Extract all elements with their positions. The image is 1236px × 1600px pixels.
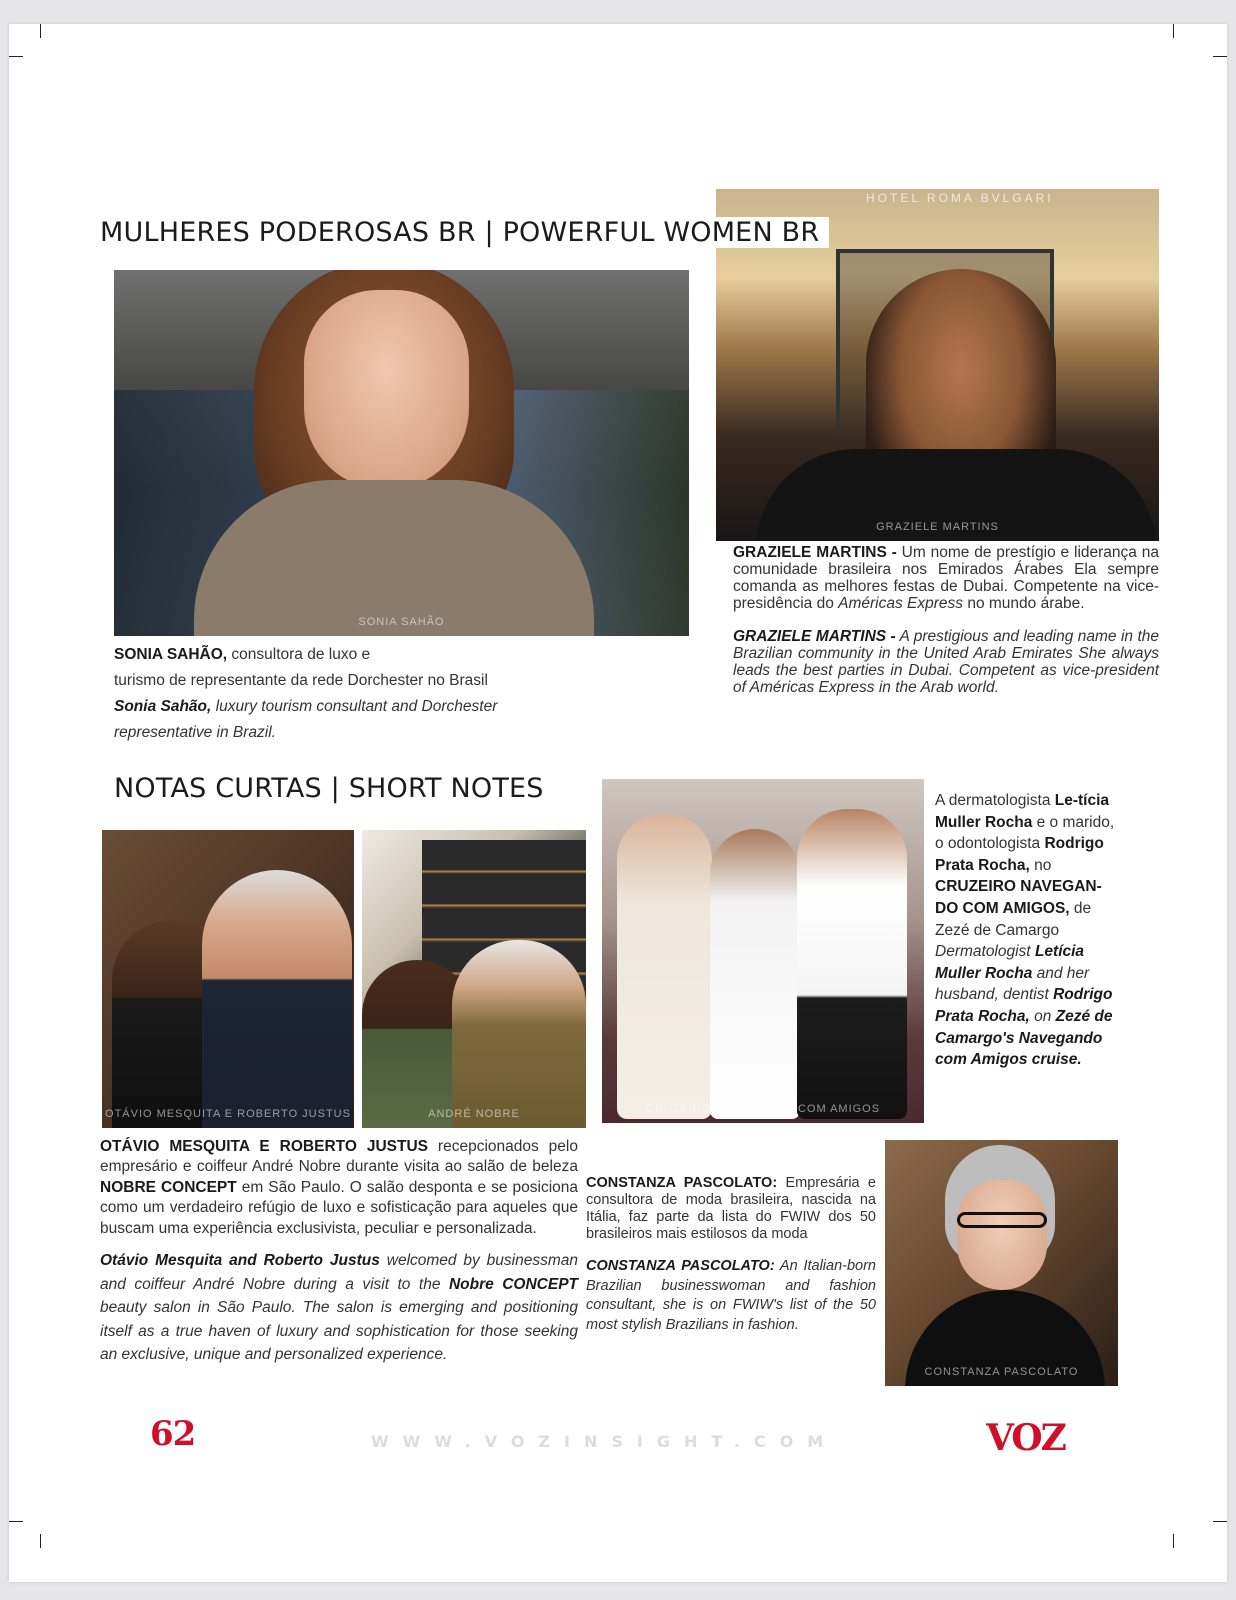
hotel-sign: HOTEL ROMA BVLGARI [866, 191, 1054, 205]
figure-man-right [452, 940, 586, 1128]
crop-mark-top-left [40, 24, 41, 38]
crop-mark-top-right-h [1213, 56, 1227, 57]
crop-mark-bottom-right-h [1213, 1521, 1227, 1522]
figure-man-right [202, 870, 352, 1128]
portrait-glasses [957, 1212, 1047, 1228]
caption-otavio-roberto: OTÁVIO MESQUITA E ROBERTO JUSTUS recepcionados pelo empresário e coiffeur André Nobre durante visita ao salão de beleza NOBRE CONCEPT em São Paulo. O salão desponta e se posiciona como um verdadeiro refúgio de luxo e sofisticação para aqueles que buscam uma experiência exclusivista, peculiar e personalizada. Otávio Mesquita and Roberto Justus welcomed by businessman and coiffeur André Nobre during a visit to the Nobre CONCEPT beauty salon in São Paulo. The salon is emerging and positioning itself as a true haven of luxury and sophistication for those seeking an exclusive, unique and personalized experience. [100, 1138, 579, 1364]
photo-otavio-roberto: OTÁVIO MESQUITA E ROBERTO JUSTUS [102, 830, 354, 1128]
crop-mark-top-left-h [9, 56, 23, 57]
photo-constanza-pascolato: CONSTANZA PASCOLATO [885, 1140, 1118, 1386]
caption-sonia: SONIA SAHÃO, consultora de luxo e turismo de representante da rede Dorchester no Brasil Sonia Sahão, luxury tourism consultant and Dorchester representative in Brazil. [114, 646, 498, 741]
website-url[interactable]: WWW.VOZINSIGHT.COM [371, 1432, 838, 1451]
section-title-powerful-women: MULHERES PODEROSAS BR | POWERFUL WOMEN BR [100, 217, 829, 248]
brand-logo: VOZ [986, 1417, 1065, 1459]
photo-leticia-rodrigo-cruise: CRUZEIRO NAVEGANDO COM AMIGOS [602, 779, 924, 1123]
figure-woman-white-dress [617, 814, 712, 1119]
figure-man-center [710, 829, 800, 1119]
crop-mark-bottom-right [1173, 1534, 1174, 1548]
caption-cruise-notes: A dermatologista Le-tícia Muller Rocha e o marido, o odontologista Rodrigo Prata Rocha, no CRUZEIRO NAVEGAN-DO COM AMIGOS, de Zezé de Camargo Dermatologist Letícia Muller Rocha and her husband, dentist Rodrigo Prata Rocha, on Zezé de Camargo's Navegando com Amigos cruise. [935, 792, 1115, 1069]
crop-mark-top-right [1173, 24, 1174, 38]
section-title-short-notes: NOTAS CURTAS | SHORT NOTES [114, 773, 544, 804]
photo-sonia-sahao: SONIA SAHÃO [114, 270, 689, 636]
figure-man-right [797, 809, 907, 1119]
portrait-face [957, 1180, 1047, 1290]
photo-andre-nobre-salon: ANDRÉ NOBRE [362, 830, 586, 1128]
crop-mark-bottom-left-h [9, 1521, 23, 1522]
portrait-face [304, 290, 469, 490]
crop-mark-bottom-left [40, 1534, 41, 1548]
caption-constanza: CONSTANZA PASCOLATO: Empresária e consultora de moda brasileira, nascida na Itália, faz parte da lista do FWIW dos 50 brasileiros mais estilosos da moda CONSTANZA PASCOLATO: An Italian-born Brazilian businesswoman and fashion consultant, she is on FWIW's list of the 50 most stylish Brazilians in fashion. [586, 1175, 876, 1333]
caption-graziele: GRAZIELE MARTINS - Um nome de prestígio e liderança na comunidade brasileira nos Emirados Árabes Ela sempre comanda as melhores festas de Dubai. Competente na vice-presidência do Américas Express no mundo árabe. GRAZIELE MARTINS - A prestigious and leading name in the Brazilian community in the United Arab Emirates She always leads the best parties in Dubai. Competent as vice-president of Américas Express in the Arab world. [733, 544, 1159, 696]
magazine-page [9, 24, 1227, 1582]
photo-graziele-martins: HOTEL ROMA BVLGARI GRAZIELE MARTINS [716, 189, 1159, 541]
page-number: 62 [150, 1414, 196, 1454]
